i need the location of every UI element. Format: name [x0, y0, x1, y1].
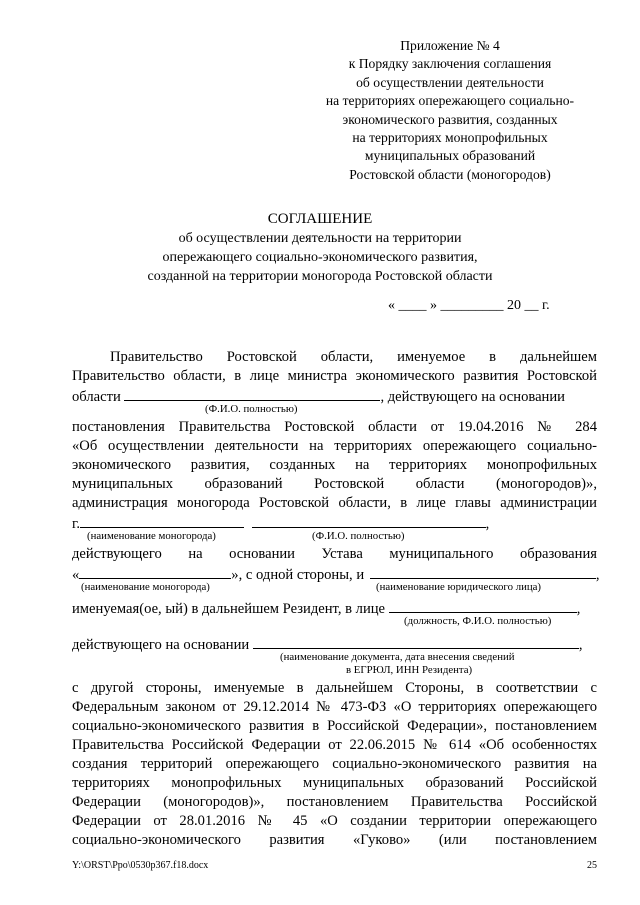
footer-page-number: 25: [587, 860, 597, 871]
text-fragment: ,: [485, 516, 490, 532]
paragraph-resident: [72, 598, 597, 679]
title-line: об осуществлении деятельности на территории: [178, 231, 462, 246]
text-line: Федерации (моногородов)», постановлением Правительства Российской: [72, 794, 597, 810]
title-line: созданной на территории моногорода Ростовской области: [147, 269, 493, 284]
text-fragment: », с одной стороны, и: [231, 567, 365, 583]
date-line: « ____ » _________ 20 __ г.: [388, 298, 550, 313]
caption-row: [72, 617, 597, 630]
text-line: территориях монопрофильных муниципальных образований Российской: [72, 775, 597, 791]
appendix-line: муниципальных образований: [364, 148, 536, 164]
field-caption: (Ф.И.О. полностью): [205, 403, 298, 415]
text-line: «Об осуществлении деятельности на территориях опережающего социально-: [72, 438, 597, 454]
footer-file-path: Y:\ORST\Ppo\0530p367.f18.docx: [72, 860, 209, 871]
text-line: Правительства Российской Федерации от 22.06.2015 № 614 «Об особенностях: [72, 737, 597, 753]
document-title: [0, 210, 640, 286]
blank-field-monocity[interactable]: [80, 513, 244, 528]
text-line: муниципальных образований Ростовской области (моногородов)»,: [72, 476, 597, 492]
appendix-line: Ростовской области (моногородов): [349, 166, 551, 182]
title-heading: СОГЛАШЕНИЕ: [267, 211, 373, 227]
text-line: действующего на основании Устава муниципального образования: [72, 546, 597, 562]
text-line: Правительство Ростовской области, именуемое в дальнейшем: [110, 349, 597, 365]
text-fragment: ,: [595, 567, 600, 583]
text-fragment: , действующего на основании: [380, 389, 565, 405]
text-line: Правительство области, в лице министра экономического развития Ростовской: [72, 368, 597, 384]
text-line: администрация моногорода Ростовской области, в лице главы администрации: [72, 495, 597, 511]
text-line: экономического развития, созданных на территориях монопрофильных: [72, 457, 597, 473]
field-caption: (наименование документа, дата внесения сведений: [280, 651, 515, 663]
paragraph-legal-basis: [72, 679, 597, 850]
text-fragment: ,: [578, 637, 583, 653]
appendix-line: об осуществлении деятельности: [356, 74, 544, 90]
text-fragment: г.: [72, 516, 80, 532]
blank-field-municipality[interactable]: [79, 564, 231, 579]
text-line: социально-экономического развития «Гуково» (или постановлением: [72, 832, 597, 848]
field-caption: (должность, Ф.И.О. полностью): [404, 615, 552, 627]
text-fragment: действующего на основании: [72, 637, 250, 653]
text-fragment: именуемая(ое, ый) в дальнейшем Резидент, в лице: [72, 601, 386, 617]
field-caption: (наименование моногорода): [81, 581, 210, 593]
text-line: Федеральным законом от 29.12.2014 № 473-ФЗ «О территориях опережающего: [72, 699, 597, 715]
text-line: с другой стороны, именуемые в дальнейшем Стороны, в соответствии с: [72, 680, 597, 696]
text-line: создания территорий опережающего социально-экономического развития на: [72, 756, 597, 772]
appendix-line: к Порядку заключения соглашения: [348, 56, 552, 72]
caption-row: [72, 532, 597, 545]
caption-row: [72, 653, 597, 679]
paragraph-parties: [72, 348, 600, 596]
text-line: [72, 386, 597, 405]
caption-row: [72, 583, 597, 596]
blank-field-head-name[interactable]: [252, 513, 486, 528]
text-line: постановления Правительства Ростовской области от 19.04.2016 № 284: [72, 419, 597, 435]
field-caption: (наименование моногорода): [87, 530, 216, 542]
appendix-line: Приложение № 4: [400, 38, 500, 53]
appendix-line: экономического развития, созданных: [342, 111, 558, 127]
field-caption: (Ф.И.О. полностью): [312, 530, 405, 542]
text-fragment: «: [72, 567, 80, 583]
field-caption: (наименование юридического лица): [376, 581, 542, 593]
text-line: социально-экономического развития в Российской Федерации», постановлением: [72, 718, 597, 734]
field-caption: в ЕГРЮЛ, ИНН Резидента): [346, 664, 473, 676]
blank-field-legal-entity[interactable]: [370, 564, 596, 579]
caption-row: [72, 405, 597, 418]
blank-field-resident-rep[interactable]: [389, 598, 577, 613]
text-fragment: ,: [576, 601, 581, 617]
appendix-line: на территориях опережающего социально-: [325, 93, 575, 109]
text-line: Федерации от 28.01.2016 № 45 «О создании территории опережающего: [72, 813, 597, 829]
blank-field-minister[interactable]: [124, 386, 380, 401]
appendix-line: на территориях монопрофильных: [352, 130, 548, 146]
title-line: опережающего социально-экономического развития,: [162, 250, 478, 265]
appendix-header: [300, 37, 600, 184]
blank-field-basis-doc[interactable]: [253, 634, 579, 649]
text-fragment: области: [72, 389, 121, 405]
